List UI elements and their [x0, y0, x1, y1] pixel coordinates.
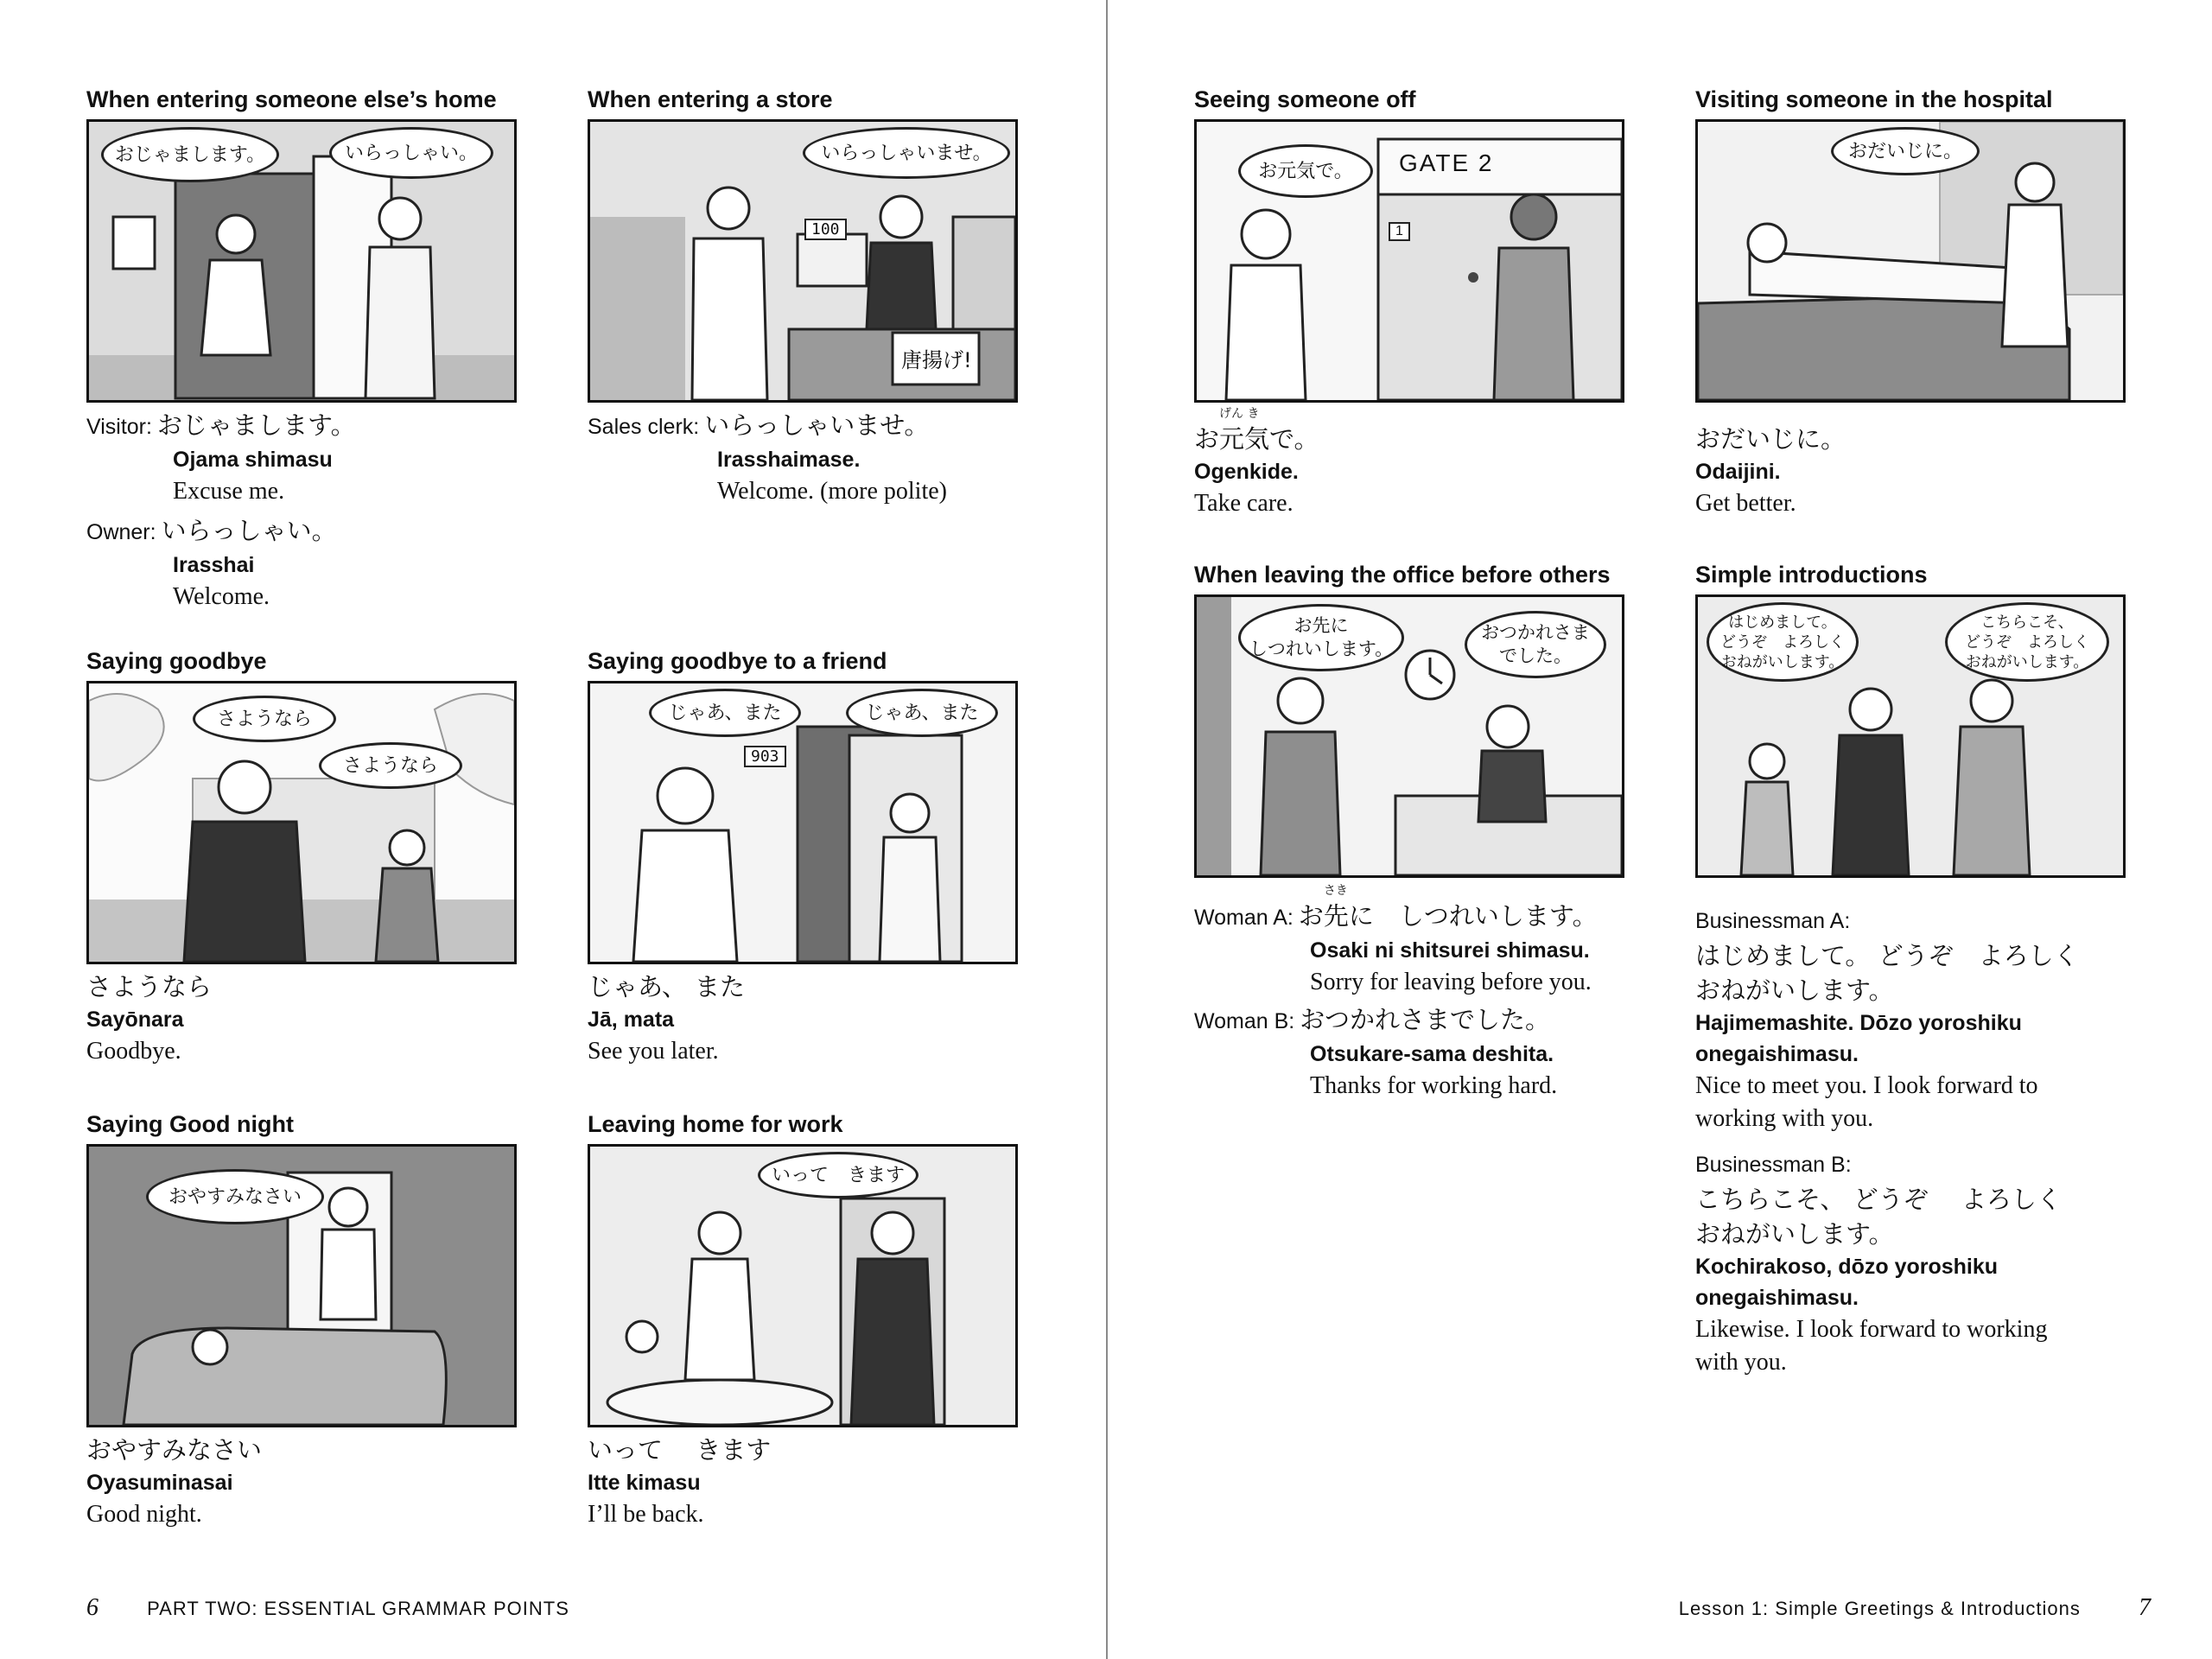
- section-heading: When entering a store: [588, 86, 833, 112]
- footer-left: [86, 1594, 569, 1622]
- japanese-phrase: [1194, 407, 1643, 456]
- japanese-phrase: [1298, 884, 1598, 933]
- japanese-phrase: おだいじに。: [1695, 424, 1847, 454]
- section-entering-home: [86, 85, 518, 610]
- speech-bubble: さようなら: [193, 696, 336, 742]
- section-heading: Visiting someone in the hospital: [1695, 86, 2053, 112]
- section-leaving-office: [1194, 560, 1626, 1099]
- illustration-good-night: [86, 1144, 517, 1427]
- illustration-leaving-office: [1194, 594, 1624, 878]
- speech-bubble: さようなら: [319, 742, 462, 789]
- illustration-introductions: [1695, 594, 2126, 878]
- translation: working with you.: [1695, 1105, 1874, 1132]
- section-seeing-off: [1194, 85, 1626, 517]
- translation: with you.: [1695, 1349, 1787, 1376]
- japanese-phrase: こちらこそ、 どうぞ よろしく: [1695, 1185, 2062, 1214]
- section-good-night: [86, 1109, 518, 1528]
- illustration-goodbye: [86, 681, 517, 964]
- translation: Sorry for leaving before you.: [1310, 969, 1592, 995]
- caption-hospital: [1695, 413, 2145, 520]
- illustration-leaving-home: [588, 1144, 1018, 1427]
- sign-text: 唐揚げ!: [901, 348, 972, 372]
- illustration-entering-store: [588, 119, 1018, 403]
- romaji: Ogenkide.: [1194, 460, 1299, 484]
- translation: I’ll be back.: [588, 1501, 704, 1528]
- romaji: Otsukare-sama deshita.: [1310, 1042, 1554, 1066]
- japanese-phrase: おねがいします。: [1695, 1219, 1894, 1249]
- speaker-label: Woman A:: [1194, 906, 1294, 930]
- translation: Likewise. I look forward to working: [1695, 1316, 2048, 1343]
- gate-sign: GATE 2: [1399, 149, 1494, 176]
- section-introductions: [1695, 560, 2127, 1376]
- caption-leaving-office: [1194, 884, 1643, 1103]
- romaji: Osaki ni shitsurei shimasu.: [1310, 938, 1590, 963]
- register-display: 100: [804, 219, 847, 240]
- kanji: 先: [1323, 901, 1349, 931]
- romaji: Hajimemashite. Dōzo yoroshiku: [1695, 1011, 2022, 1035]
- furigana: さき: [1323, 884, 1348, 898]
- caption-entering-home: [86, 408, 536, 613]
- caption-goodbye: [86, 969, 536, 1068]
- japanese-kana: お: [1194, 424, 1220, 454]
- speaker-label: Businessman A:: [1695, 909, 1851, 933]
- speech-bubble: おやすみなさい: [146, 1169, 324, 1224]
- translation: Get better.: [1695, 490, 1796, 517]
- speaker-label: Owner:: [86, 520, 156, 544]
- door-number-plate: 903: [744, 746, 786, 767]
- kanji-with-furigana: [1219, 407, 1270, 456]
- section-heading: When leaving the office before others: [1194, 562, 1611, 588]
- speech-bubble: じゃあ、また: [846, 689, 998, 737]
- speech-bubble: おつかれさま でした。: [1465, 611, 1606, 678]
- caption-seeing-off: [1194, 407, 1643, 520]
- romaji: Irasshaimase.: [717, 448, 861, 472]
- japanese-phrase: いらっしゃい。: [161, 516, 337, 545]
- translation: Goodbye.: [86, 1038, 181, 1065]
- lesson-label: Lesson 1: Simple Greetings & Introductions: [1678, 1598, 2081, 1619]
- translation: Take care.: [1194, 490, 1294, 517]
- romaji: Irasshai: [173, 553, 255, 577]
- page-number: 7: [2139, 1594, 2152, 1621]
- japanese-phrase: おやすみなさい: [86, 1435, 263, 1465]
- speech-bubble: いらっしゃい。: [329, 127, 493, 179]
- section-goodbye: [86, 646, 518, 1065]
- japanese-kana: に しつれいします。: [1348, 901, 1598, 931]
- caption-goodbye-friend: [588, 969, 1037, 1068]
- romaji: Kochirakoso, dōzo yoroshiku: [1695, 1255, 1999, 1279]
- section-heading: Simple introductions: [1695, 562, 1928, 588]
- japanese-phrase: さようなら: [86, 972, 213, 1001]
- caption-leaving-home: [588, 1433, 1037, 1531]
- illustration-entering-home: [86, 119, 517, 403]
- speaker-label: Woman B:: [1194, 1009, 1295, 1033]
- japanese-phrase: おつかれさまでした。: [1300, 1005, 1550, 1034]
- romaji: Itte kimasu: [588, 1471, 701, 1495]
- japanese-phrase: じゃあ、 また: [588, 972, 746, 1001]
- section-hospital: [1695, 85, 2127, 517]
- speech-bubble: はじめまして。 どうぞ よろしく おねがいします。: [1707, 602, 1859, 682]
- gate-number: 1: [1389, 222, 1410, 241]
- section-heading: Saying Good night: [86, 1111, 294, 1137]
- speech-bubble: おだいじに。: [1831, 127, 1980, 175]
- japanese-phrase: はじめまして。 どうぞ よろしく: [1695, 941, 2079, 970]
- furigana: げん き: [1219, 407, 1260, 421]
- speech-bubble: こちらこそ、 どうぞ よろしく おねがいします。: [1945, 602, 2109, 682]
- romaji: Sayōnara: [86, 1007, 184, 1032]
- romaji: Oyasuminasai: [86, 1471, 233, 1495]
- romaji: onegaishimasu.: [1695, 1286, 1859, 1310]
- caption-introductions: [1695, 904, 2145, 1379]
- section-heading: Saying goodbye: [86, 648, 267, 674]
- section-leaving-home: [588, 1109, 1020, 1528]
- romaji: Ojama shimasu: [173, 448, 333, 472]
- right-page: [1108, 0, 2212, 1659]
- translation: Welcome.: [173, 583, 270, 610]
- romaji: Jā, mata: [588, 1007, 675, 1032]
- speech-bubble: お先に しつれいします。: [1238, 604, 1404, 671]
- page-number: 6: [86, 1594, 99, 1621]
- section-heading: Saying goodbye to a friend: [588, 648, 887, 674]
- section-heading: Seeing someone off: [1194, 86, 1416, 112]
- kanji: 元気: [1219, 424, 1270, 454]
- translation: Good night.: [86, 1501, 202, 1528]
- speech-bubble: いらっしゃいませ。: [803, 127, 1010, 179]
- speech-bubble: お元気で。: [1238, 144, 1373, 198]
- translation: Nice to meet you. I look forward to: [1695, 1072, 2038, 1099]
- translation: See you later.: [588, 1038, 719, 1065]
- speaker-label: Businessman B:: [1695, 1153, 1852, 1177]
- speaker-label: Visitor:: [86, 415, 152, 439]
- caption-entering-store: [588, 408, 1037, 508]
- romaji: onegaishimasu.: [1695, 1042, 1859, 1066]
- section-entering-store: [588, 85, 1020, 505]
- section-heading: When entering someone else’s home: [86, 86, 497, 112]
- japanese-phrase: いって きます: [588, 1435, 772, 1465]
- speech-bubble: おじゃまします。: [101, 127, 279, 182]
- translation: Excuse me.: [173, 478, 285, 505]
- illustration-seeing-off: [1194, 119, 1624, 403]
- japanese-phrase: おねがいします。: [1695, 976, 1894, 1005]
- japanese-kana: お: [1298, 901, 1324, 931]
- japanese-kana: で。: [1269, 424, 1319, 454]
- illustration-goodbye-friend: [588, 681, 1018, 964]
- illustration-hospital: [1695, 119, 2126, 403]
- translation: Welcome. (more polite): [717, 478, 947, 505]
- japanese-phrase: おじゃまします。: [156, 410, 356, 440]
- kanji-with-furigana: [1323, 884, 1349, 933]
- caption-good-night: [86, 1433, 536, 1531]
- romaji: Odaijini.: [1695, 460, 1781, 484]
- footer-right: [1679, 1594, 2152, 1622]
- section-goodbye-friend: [588, 646, 1020, 1065]
- part-label: PART TWO: ESSENTIAL GRAMMAR POINTS: [147, 1598, 569, 1619]
- section-heading: Leaving home for work: [588, 1111, 843, 1137]
- translation: Thanks for working hard.: [1310, 1072, 1558, 1099]
- japanese-phrase: いらっしゃいませ。: [704, 410, 930, 440]
- speech-bubble: じゃあ、また: [649, 689, 801, 737]
- speech-bubble: いって きます: [758, 1152, 918, 1198]
- speaker-label: Sales clerk:: [588, 415, 700, 439]
